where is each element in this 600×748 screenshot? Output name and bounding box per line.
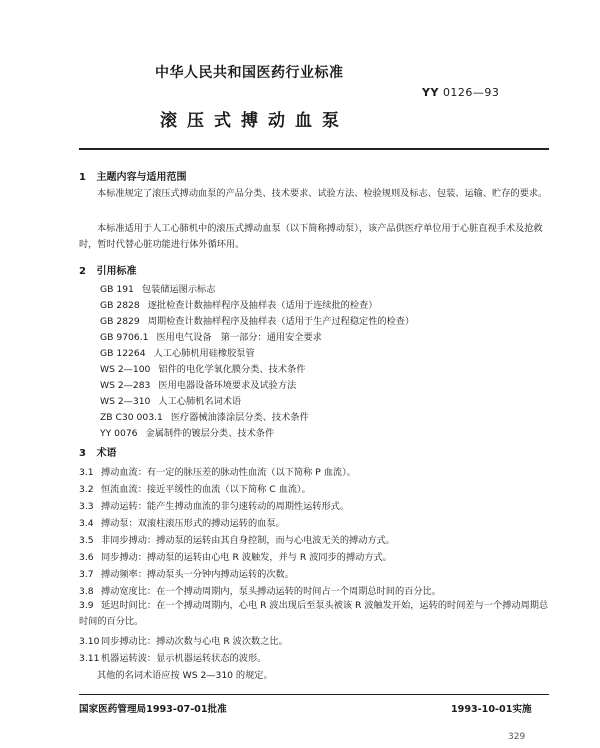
- reference-title: 医用电器设备环境要求及试验方法: [158, 380, 297, 391]
- reference-item: [100, 297, 377, 311]
- document-title: 滚压式搏动血泵: [160, 111, 349, 131]
- reference-item: [100, 377, 296, 391]
- reference-code: GB 9706.1: [100, 332, 149, 343]
- reference-title: 人工心肺机名词术语: [158, 396, 242, 407]
- reference-item: [100, 329, 322, 343]
- term-text: 同步搏动：搏动泵的运转由心电 R 波触发，并与 R 波同步的搏动方式。: [101, 552, 392, 563]
- term-text: 机器运转波：显示机器运转状态的波形。: [101, 653, 267, 664]
- reference-title: 医用电气设备 第一部分：通用安全要求: [156, 332, 322, 343]
- approval-statement: 国家医药管理局1993-07-01批准: [79, 704, 227, 715]
- term-number: 3.11: [79, 653, 100, 664]
- term-definition: [79, 583, 441, 597]
- reference-title: 金属制件的镀层分类、技术条件: [145, 428, 275, 439]
- term-text: 搏动宽度比：在一个搏动周期内，泵头搏动运转的时间占一个周期总时间的百分比。: [101, 586, 441, 597]
- reference-code: GB 2828: [100, 300, 140, 311]
- term-definition: [79, 515, 285, 529]
- term-text: 恒流血流：接近平缓性的血流（以下简称 C 血流）。: [101, 484, 311, 495]
- issuing-organization: 中华人民共和国医药行业标准: [155, 65, 344, 81]
- section-number: 1: [79, 172, 86, 183]
- term-definition: [79, 532, 395, 546]
- standard-code-number: 0126—93: [442, 86, 500, 99]
- term-text: 搏动运转：能产生搏动血流的非匀速转动的周期性运转形式。: [101, 501, 350, 512]
- term-number: 3.1: [79, 467, 94, 478]
- term-number: 3.6: [79, 552, 94, 563]
- page-number: 329: [508, 732, 526, 742]
- section-1-paragraph-1: [79, 186, 550, 202]
- reference-item: [100, 409, 309, 423]
- term-definition: [79, 498, 349, 512]
- header-divider: [79, 148, 549, 150]
- terms-note: 其他的名词术语应按 WS 2—310 的规定。: [97, 670, 273, 681]
- reference-code: GB 12264: [100, 348, 146, 359]
- reference-item: [100, 361, 305, 375]
- reference-title: 人工心肺机用硅橡胶泵管: [153, 348, 255, 359]
- reference-item: [100, 393, 241, 407]
- section-1-paragraph-2: [79, 221, 550, 252]
- term-definition: [79, 650, 266, 664]
- section-2-heading: [79, 262, 136, 277]
- section-title: 主题内容与适用范围: [96, 172, 187, 183]
- paragraph-text: 本标准规定了滚压式搏动血泵的产品分类、技术要求、试验方法、检验规则及标志、包装、运输、贮存的要求。: [97, 188, 548, 199]
- reference-code: WS 2—100: [100, 364, 151, 375]
- term-number: 3.9: [79, 600, 94, 611]
- reference-item: [100, 313, 414, 327]
- term-definition: [79, 566, 294, 580]
- term-number: 3.4: [79, 518, 94, 529]
- term-text: 搏动频率：搏动泵头一分钟内搏动运转的次数。: [101, 569, 294, 580]
- reference-item: [100, 281, 215, 295]
- term-text: 同步搏动比：搏动次数与心电 R 波次数之比。: [101, 636, 288, 647]
- section-number: 2: [79, 266, 86, 277]
- reference-title: 铝件的电化学氧化膜分类、技术条件: [158, 364, 306, 375]
- reference-item: [100, 425, 274, 439]
- section-title: 术语: [96, 448, 117, 459]
- reference-title: 周期检查计数抽样程序及抽样表（适用于生产过程稳定性的检查）: [147, 316, 415, 327]
- term-definition: [79, 598, 552, 629]
- reference-code: WS 2—283: [100, 380, 151, 391]
- footer-divider: [79, 694, 549, 695]
- standard-code: [422, 86, 499, 99]
- reference-item: [100, 345, 255, 359]
- reference-title: 医疗器械油漆涂层分类、技术条件: [170, 412, 309, 423]
- reference-title: 包装储运图示标志: [141, 284, 216, 295]
- section-number: 3: [79, 448, 86, 459]
- term-definition: [79, 549, 392, 563]
- term-definition: [79, 633, 288, 647]
- reference-code: GB 191: [100, 284, 134, 295]
- term-text: 搏动血流：有一定的脉压差的脉动性血流（以下简称 P 血流）。: [101, 467, 356, 478]
- reference-code: WS 2—310: [100, 396, 151, 407]
- reference-code: GB 2829: [100, 316, 140, 327]
- paragraph-text: 本标准适用于人工心肺机中的滚压式搏动血泵（以下简称搏动泵），该产品供医疗单位用于心脏直视手术及抢救时，暂时代替心脏功能进行体外循环用。: [79, 223, 543, 250]
- reference-title: 逐批检查计数抽样程序及抽样表（适用于连续批的检查）: [147, 300, 378, 311]
- standard-code-prefix: YY: [422, 86, 439, 99]
- term-definition: [79, 481, 311, 495]
- term-number: 3.3: [79, 501, 94, 512]
- term-number: 3.8: [79, 586, 94, 597]
- term-text: 延迟时间比：在一个搏动周期内，心电 R 波出现后至泵头被该 R 波触发开始，运转的时间差与一个搏动周期总时间的百分比。: [79, 600, 549, 627]
- term-number: 3.5: [79, 535, 94, 546]
- term-number: 3.2: [79, 484, 94, 495]
- term-definition: [79, 464, 356, 478]
- section-title: 引用标准: [96, 266, 137, 277]
- reference-code: ZB C30 003.1: [100, 412, 163, 423]
- term-number: 3.7: [79, 569, 94, 580]
- implementation-date: 1993-10-01实施: [451, 704, 532, 715]
- term-number: 3.10: [79, 636, 100, 647]
- reference-code: YY 0076: [100, 428, 138, 439]
- term-text: 非同步搏动：搏动泵的运转由其自身控制，而与心电波无关的搏动方式。: [101, 535, 395, 546]
- section-3-heading: [79, 444, 116, 459]
- term-text: 搏动泵：双滚柱滚压形式的搏动运转的血泵。: [101, 518, 285, 529]
- section-1-heading: [79, 168, 186, 183]
